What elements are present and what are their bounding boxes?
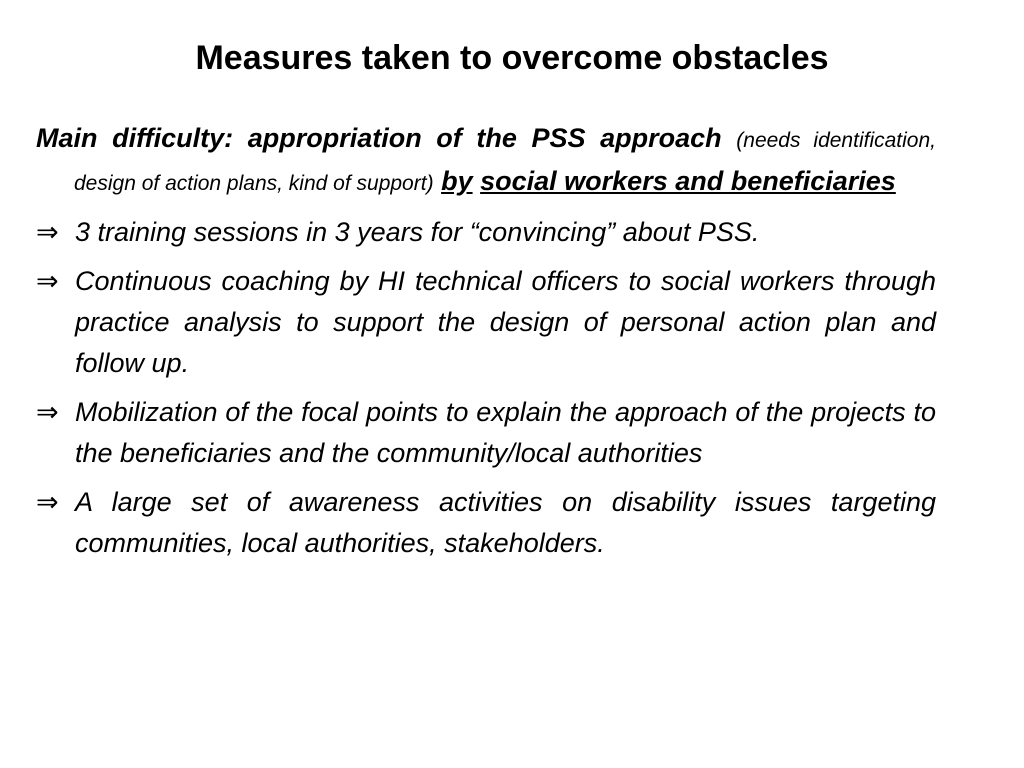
main-difficulty-by: by — [441, 166, 473, 196]
bullet-item-coaching — [36, 261, 936, 384]
main-difficulty-close-paren: ) — [426, 172, 434, 195]
slide-body — [36, 118, 936, 572]
main-difficulty-lead: Main difficulty: appropriation of the PSS approach — [36, 123, 722, 153]
bullet-item-training — [36, 212, 936, 253]
bullet-text: 3 training sessions in 3 years for “convincing” about PSS. — [75, 217, 760, 247]
implies-arrow-icon: ⇒ — [36, 397, 59, 428]
slide-title: Measures taken to overcome obstacles — [195, 39, 829, 77]
implies-arrow-icon: ⇒ — [36, 217, 59, 248]
main-difficulty-detail: (needs identification, design of action plans, kind of support — [74, 129, 936, 195]
bullet-item-awareness — [36, 482, 936, 564]
main-difficulty-actors: social workers and beneficiaries — [480, 166, 896, 196]
bullet-text: A large set of awareness activities on disability issues targeting communities, local authorities, stakeholders. — [75, 487, 936, 558]
implies-arrow-icon: ⇒ — [36, 266, 59, 297]
bullet-text: Mobilization of the focal points to explain the approach of the projects to the beneficiaries and the community/local authorities — [75, 397, 936, 468]
main-difficulty-paragraph — [36, 118, 936, 204]
implies-arrow-icon: ⇒ — [36, 487, 59, 518]
bullet-item-mobilization — [36, 392, 936, 474]
bullet-text: Continuous coaching by HI technical officers to social workers through practice analysis to support the design of personal action plan and follow up. — [75, 266, 936, 378]
